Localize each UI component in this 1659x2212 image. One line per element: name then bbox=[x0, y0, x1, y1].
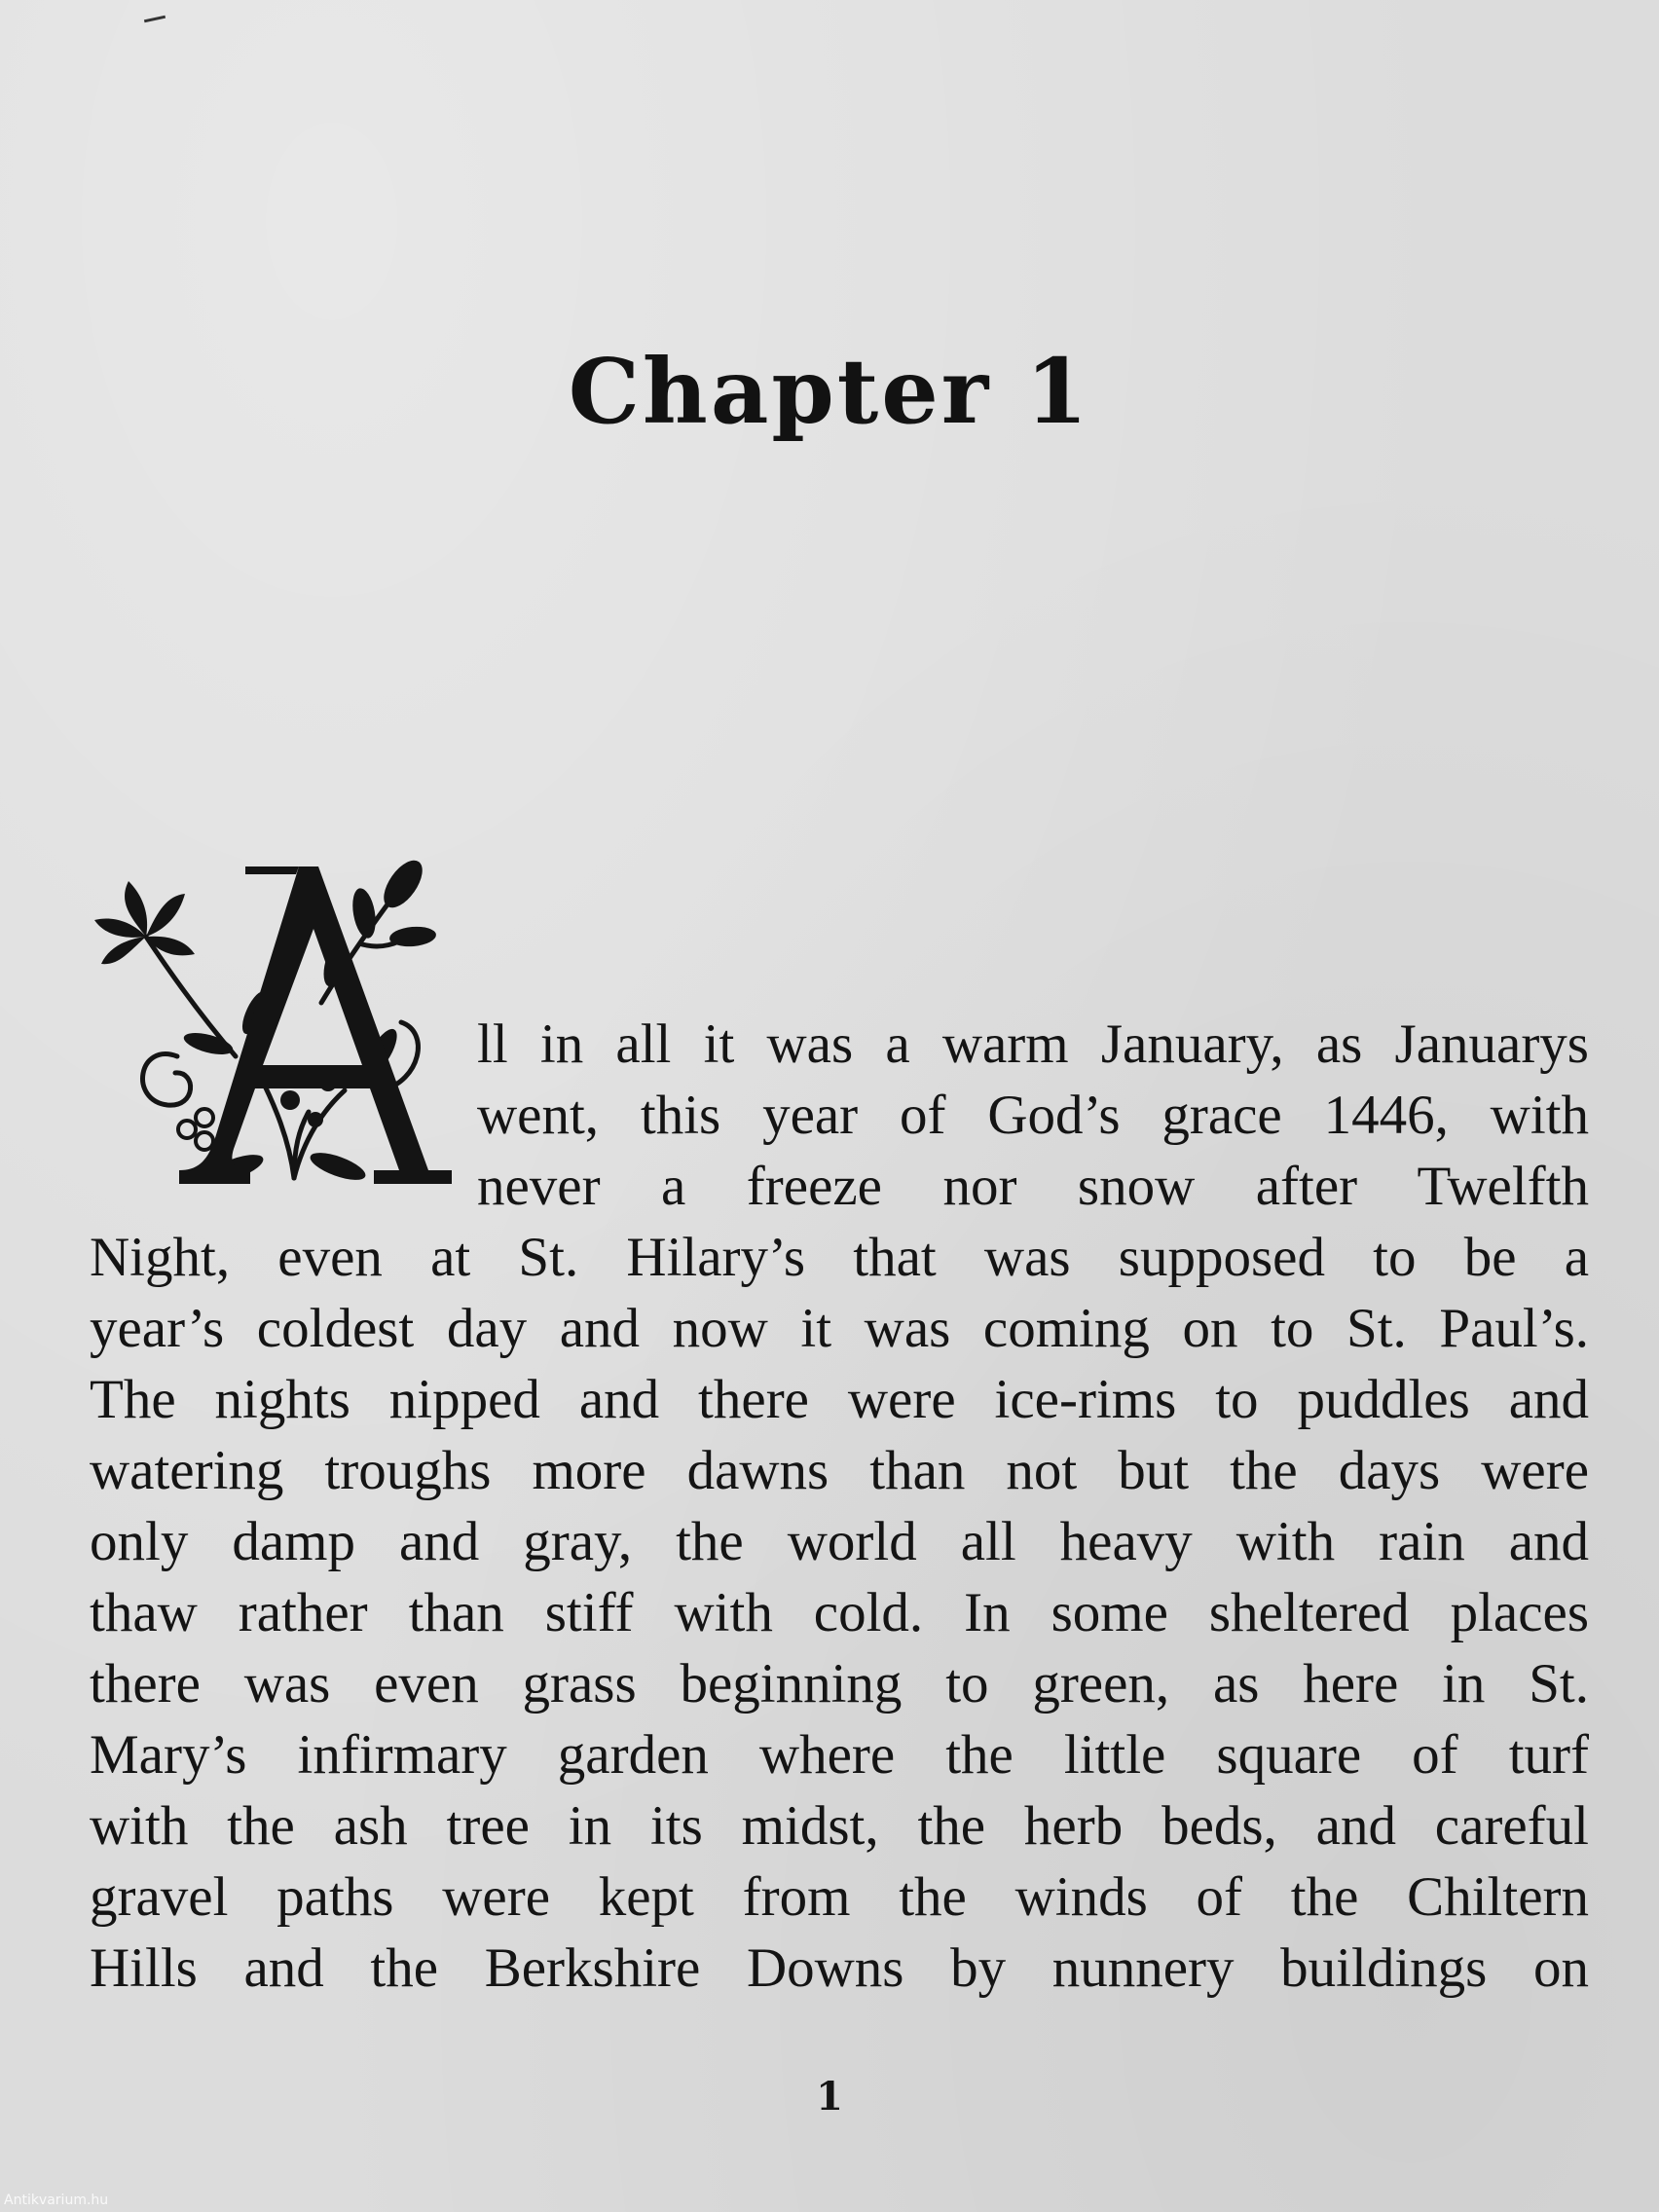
text-line: Night, even at St. Hilary’s that was supposed to be a bbox=[90, 1227, 1589, 1288]
text-line: gravel paths were kept from the winds of the Chiltern bbox=[90, 1866, 1589, 1928]
text-line: went, this year of God’s grace 1446, with bbox=[477, 1085, 1589, 1146]
text-line: only damp and gray, the world all heavy with rain and bbox=[90, 1511, 1589, 1572]
print-mark bbox=[144, 16, 166, 23]
text-line: Mary’s infirmary garden where the little square of turf bbox=[90, 1724, 1589, 1786]
watermark: Antikvarium.hu bbox=[4, 2193, 109, 2208]
text-line: Hills and the Berkshire Downs by nunnery buildings on bbox=[90, 1937, 1589, 1999]
page-number: 1 bbox=[816, 2074, 843, 2120]
text-line: thaw rather than stiff with cold. In some sheltered places bbox=[90, 1582, 1589, 1643]
flower-icon bbox=[94, 881, 195, 964]
text-line: year’s coldest day and now it was coming on to St. Paul’s. bbox=[90, 1298, 1589, 1359]
bleed-through-text bbox=[58, 0, 1577, 954]
text-line: The nights nipped and there were ice-rims to puddles and bbox=[90, 1369, 1589, 1430]
text-line: there was even grass beginning to green, as here in St. bbox=[90, 1653, 1589, 1714]
text-line: with the ash tree in its midst, the herb beds, and careful bbox=[90, 1795, 1589, 1857]
chapter-title: Chapter 1 bbox=[568, 339, 1091, 444]
text-line: never a freeze nor snow after Twelfth bbox=[477, 1156, 1589, 1217]
body-text bbox=[90, 1009, 1589, 2004]
text-line: watering troughs more dawns than not but the days were bbox=[90, 1440, 1589, 1501]
text-line: ll in all it was a warm January, as Januarys bbox=[477, 1014, 1589, 1075]
